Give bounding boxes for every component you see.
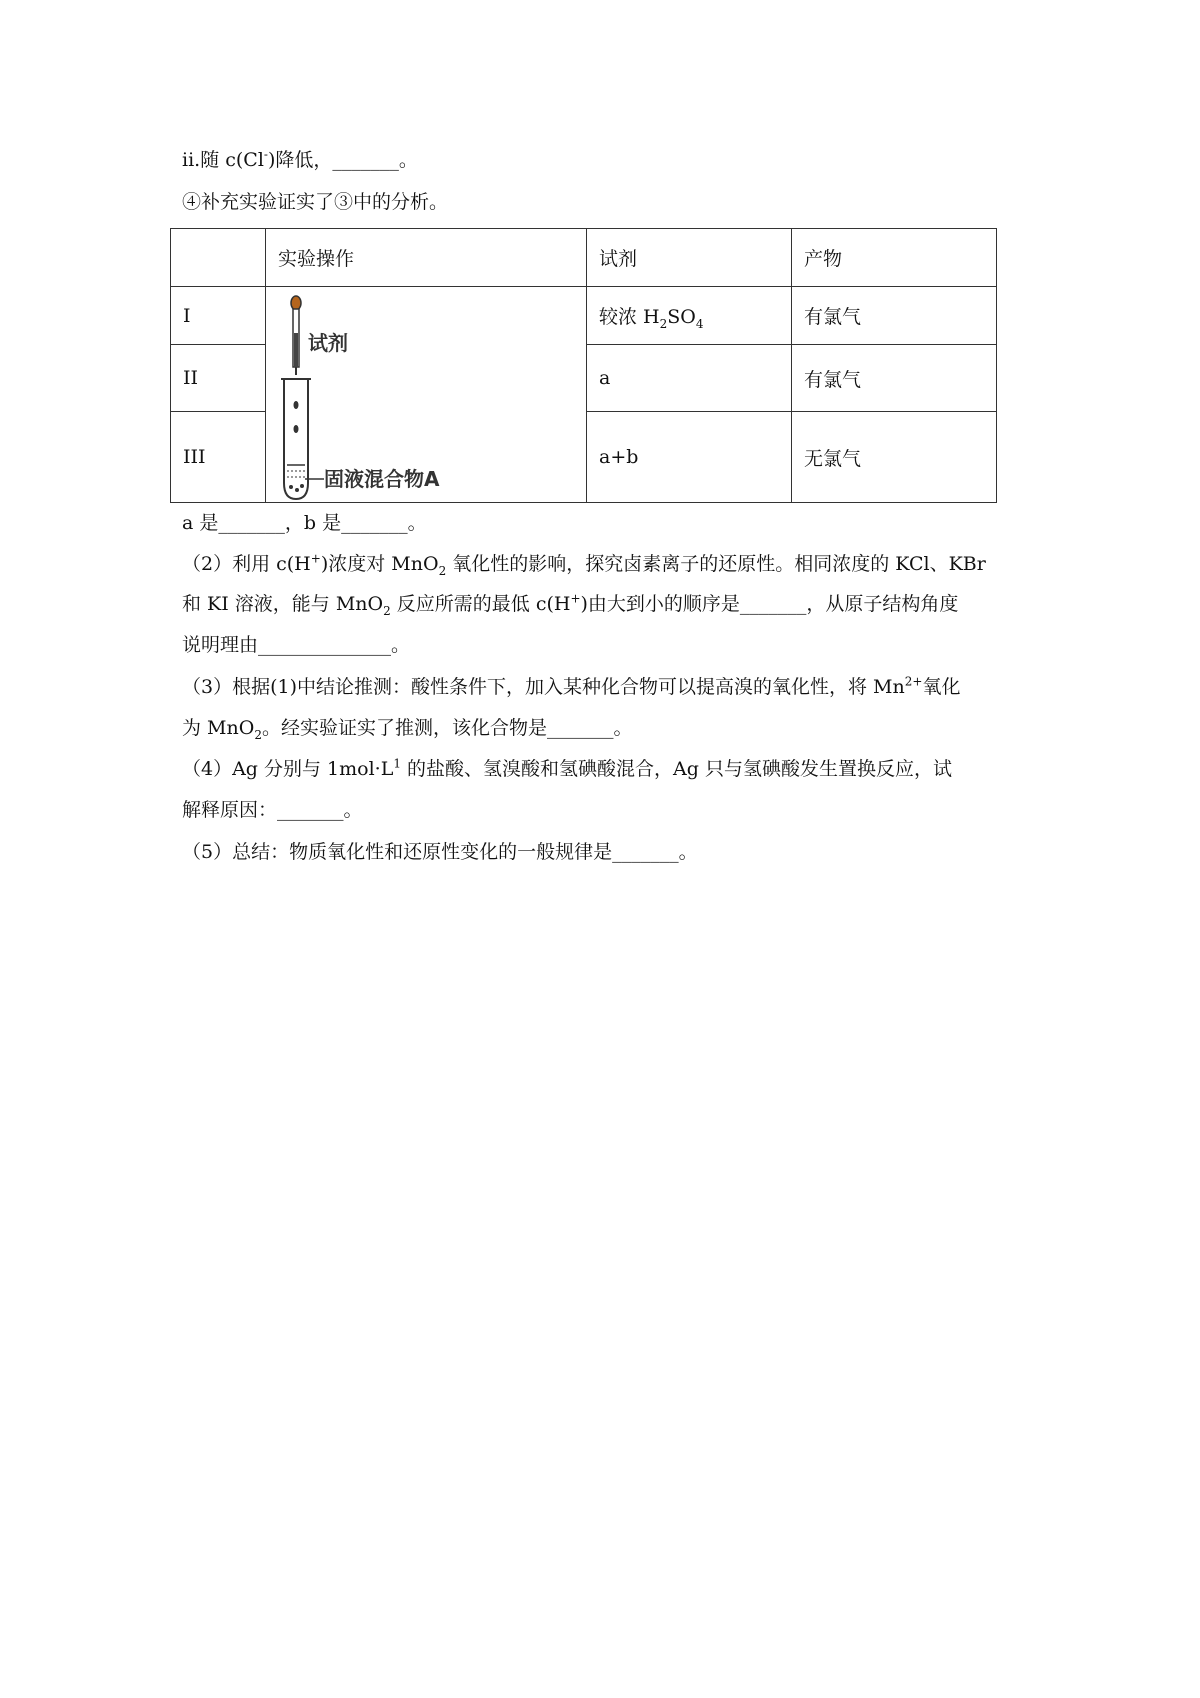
reagent-cell: 较浓 $H_2SO_4$ <box>587 287 792 345</box>
question-2-line-1: （2）利用 c(H+)浓度对 MnO$_2$ 氧化性的影响，探究卤素离子的还原性。相同浓度的 KCl、KBr <box>182 551 986 578</box>
experiment-figure-cell <box>266 287 587 503</box>
drop-icon <box>294 401 299 409</box>
drop-icon <box>294 425 299 433</box>
row-id-cell: III <box>171 412 266 503</box>
table-header-row <box>171 229 997 287</box>
product-cell: 有氯气 <box>792 287 997 345</box>
question-2-line-3: 说明理由______________。 <box>182 634 411 656</box>
question-3-line-1: （3）根据(1)中结论推测：酸性条件下，加入某种化合物可以提高溴的氧化性，将 $Mn^{2+}$氧化 <box>182 674 961 698</box>
dropper-bulb-icon <box>291 296 301 310</box>
line-supplement-experiment: ④补充实验证实了③中的分析。 <box>182 191 449 213</box>
question-3-line-2: 为 MnO$_2$。经实验证实了推测，该化合物是_______。 <box>182 717 633 742</box>
question-4-line-1: （4）Ag 分别与 $1mol\cdot L^1$ 的盐酸、氢溴酸和氢碘酸混合，Ag 只与氢碘酸发生置换反应，试 <box>182 756 952 780</box>
table-row <box>171 287 997 345</box>
row-id-cell: II <box>171 345 266 412</box>
reagent-cell: a+b <box>587 412 792 503</box>
question-5-line: （5）总结：物质氧化性和还原性变化的一般规律是_______。 <box>182 841 698 863</box>
question-2-line-2: 和 KI 溶液，能与 MnO$_2$ 反应所需的最低 c(H+)由大到小的顺序是_______，从原子结构角度 <box>182 591 959 618</box>
header-cell-reagent: 试剂 <box>587 229 792 287</box>
header-cell-product: 产物 <box>792 229 997 287</box>
reagent-cell: a <box>587 345 792 412</box>
product-cell: 无氯气 <box>792 412 997 503</box>
header-cell-empty <box>171 229 266 287</box>
mixture-label: 固液混合物A <box>324 467 440 491</box>
test-tube-dropper-figure <box>272 293 562 505</box>
line-cl-decrease: ii.随 c(Cl-)降低，_______。 <box>182 147 418 171</box>
header-cell-operation: 实验操作 <box>266 229 587 287</box>
test-tube-icon <box>284 379 308 499</box>
line-a-b-answer: a 是_______，b 是_______。 <box>182 512 427 534</box>
dropper-label: 试剂 <box>308 331 348 355</box>
row-id-cell: I <box>171 287 266 345</box>
experiment-table <box>170 228 997 503</box>
question-4-line-2: 解释原因：_______。 <box>182 799 363 821</box>
product-cell: 有氯气 <box>792 345 997 412</box>
